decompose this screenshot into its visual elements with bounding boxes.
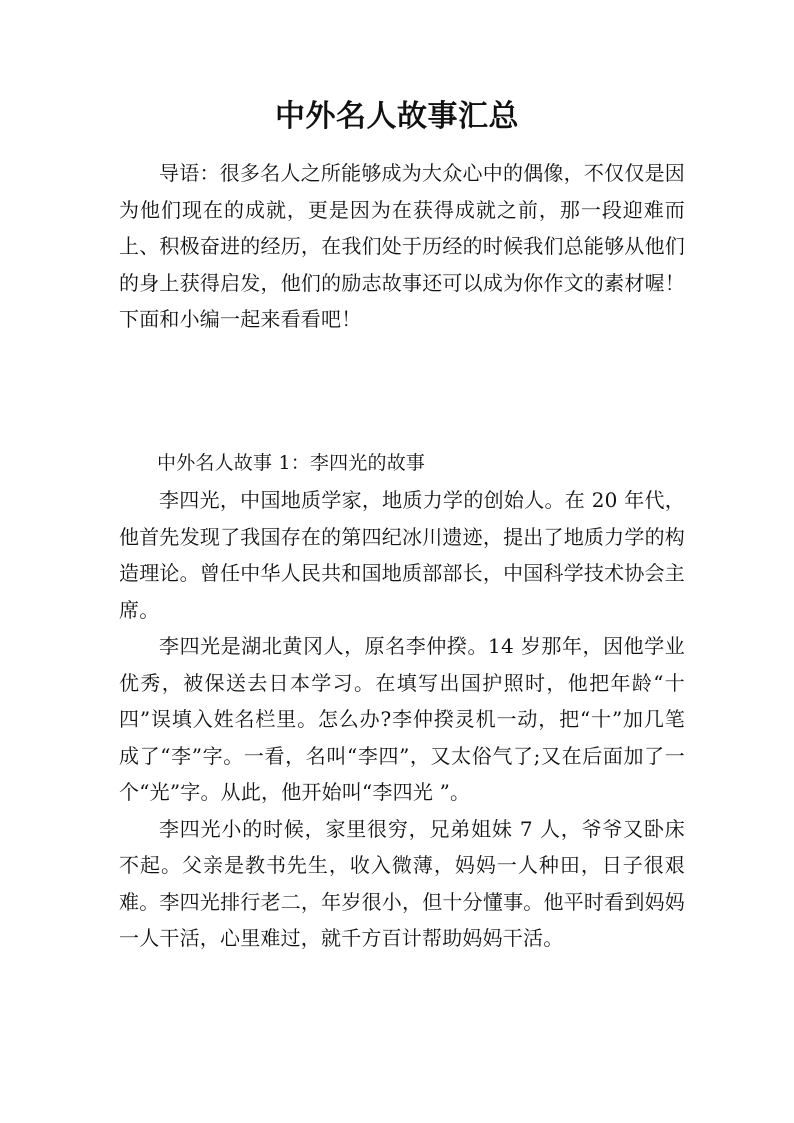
story-section: [119, 446, 685, 957]
intro-section: [119, 155, 685, 338]
story-heading: 中外名人故事 1：李四光的故事: [157, 452, 426, 474]
intro-paragraph: 导语：很多名人之所能够成为大众心中的偶像，不仅仅是因为他们现在的成就，更是因为在获得成就之前，那一段迎难而上、积极奋进的经历，在我们处于历经的时候我们总能够从他们的身上获得启发，他们的励志故事还可以成为你作文的素材喔！下面和小编一起来看看吧！: [119, 161, 685, 331]
document-title: 中外名人故事汇总: [275, 99, 519, 134]
story-paragraph-3: 李四光小的时候，家里很穷，兄弟姐妹 7 人，爷爷又卧床不起。父亲是教书先生，收入微薄，妈妈一人种田，日子很艰难。李四光排行老二，年岁很小，但十分懂事。他平时看到妈妈一人干活，心里难过，就千方百计帮助妈妈干活。: [119, 816, 685, 950]
story-paragraph-2: 李四光是湖北黄冈人，原名李仲揆。14 岁那年，因他学业优秀，被保送去日本学习。在填写出国护照时，他把年龄“十四”误填入姓名栏里。怎么办?李仲揆灵机一动，把“十”加几笔成了“李”字。一看，名叫“李四”，又太俗气了;又在后面加了一个“光”字。从此，他开始叫“李四光 ”。: [119, 634, 685, 804]
story-paragraph-1: 李四光，中国地质学家，地质力学的创始人。在 20 年代，他首先发现了我国存在的第四纪冰川遗迹，提出了地质力学的构造理论。曾任中华人民共和国地质部部长，中国科学技术协会主席。: [119, 488, 685, 622]
